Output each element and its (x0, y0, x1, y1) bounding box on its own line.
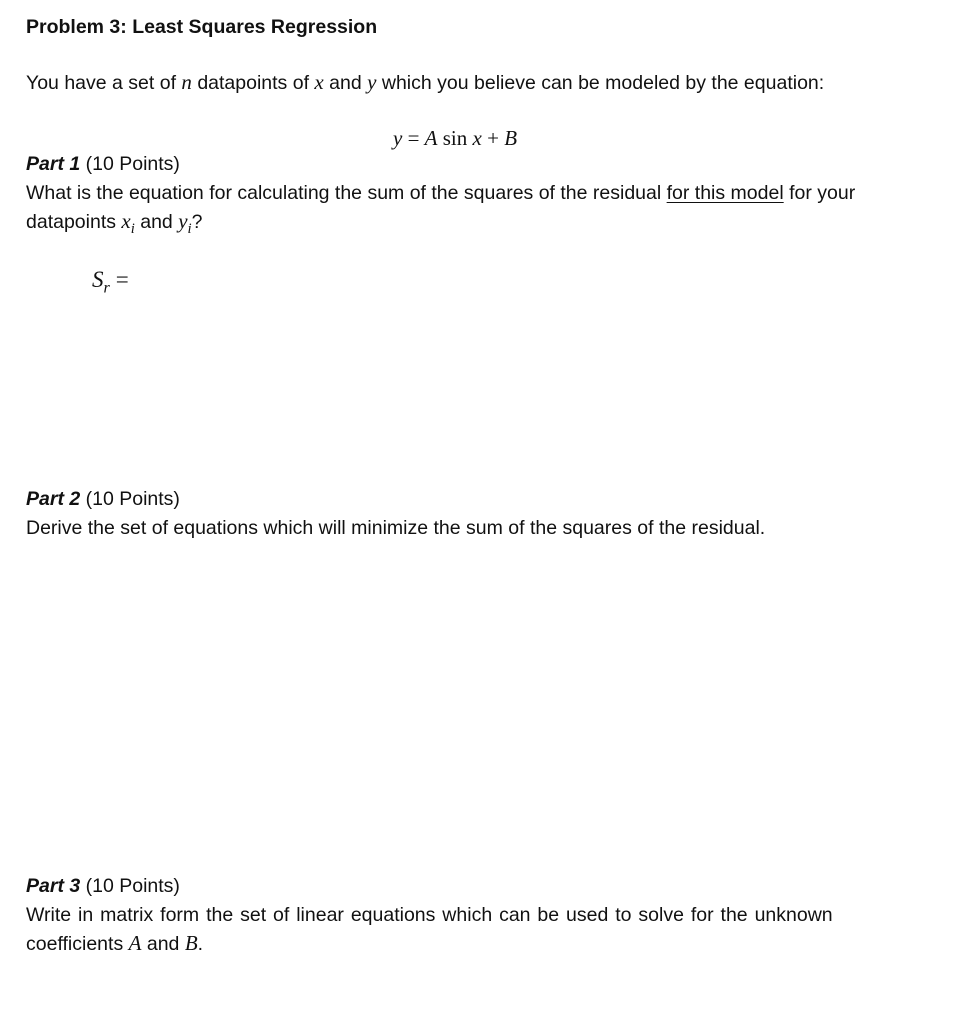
intro-text: datapoints of (191, 72, 315, 94)
part1-text: ? (191, 211, 203, 233)
part2-points: (10 Points) (80, 488, 180, 510)
var-x: x (314, 70, 324, 94)
part1-text: and (134, 211, 179, 233)
eq-b: B (504, 126, 518, 150)
part3-question-line1: Write in matrix form the set of linear equations which can be used to solve for the unknown (26, 904, 833, 926)
part3-question-line2 (26, 930, 203, 957)
part1-question-line1 (26, 180, 855, 206)
var-a: A (128, 931, 142, 955)
part1-points: (10 Points) (80, 153, 180, 175)
problem-intro (26, 69, 824, 96)
eq-y: y (393, 126, 403, 150)
var-b: B (184, 931, 198, 955)
model-equation (393, 125, 517, 151)
part3-heading (26, 873, 180, 899)
part3-points: (10 Points) (80, 875, 180, 897)
var-n: n (181, 70, 192, 94)
eq-plus: + (481, 126, 505, 150)
part3-text: coefficients (26, 933, 129, 955)
problem-title: Problem 3: Least Squares Regression (26, 16, 378, 38)
var-yi: $y_i$ (178, 209, 192, 238)
intro-text: You have a set of (26, 72, 182, 94)
eq-a: A (424, 126, 438, 150)
part3-text: and (141, 933, 185, 955)
intro-text: which you believe can be modeled by the equation: (376, 72, 825, 94)
var-xi: $x_i$ (121, 209, 135, 238)
part1-heading (26, 151, 180, 177)
part1-text: What is the equation for calculating the sum of the squares of the residual (26, 182, 667, 204)
part1-text: for your (783, 182, 856, 204)
part1-question-line2 (26, 208, 203, 238)
intro-text: and (323, 72, 368, 94)
var-y: y (367, 70, 377, 94)
part2-question: Derive the set of equations which will minimize the sum of the squares of the residual. (26, 517, 766, 539)
part3-label: Part 3 (26, 875, 81, 897)
part3-text: . (197, 933, 204, 955)
part1-label: Part 1 (26, 153, 81, 175)
eq-equals: = (402, 126, 425, 150)
var-sr: $S_r$ (92, 267, 110, 297)
sr-equation (92, 266, 129, 297)
part1-text: datapoints (26, 211, 122, 233)
sr-equals: = (115, 267, 129, 292)
part2-heading (26, 486, 180, 512)
eq-x: x (472, 126, 482, 150)
part2-label: Part 2 (26, 488, 81, 510)
eq-sin: sin (437, 126, 473, 150)
part1-underlined-text: for this model (666, 182, 784, 204)
